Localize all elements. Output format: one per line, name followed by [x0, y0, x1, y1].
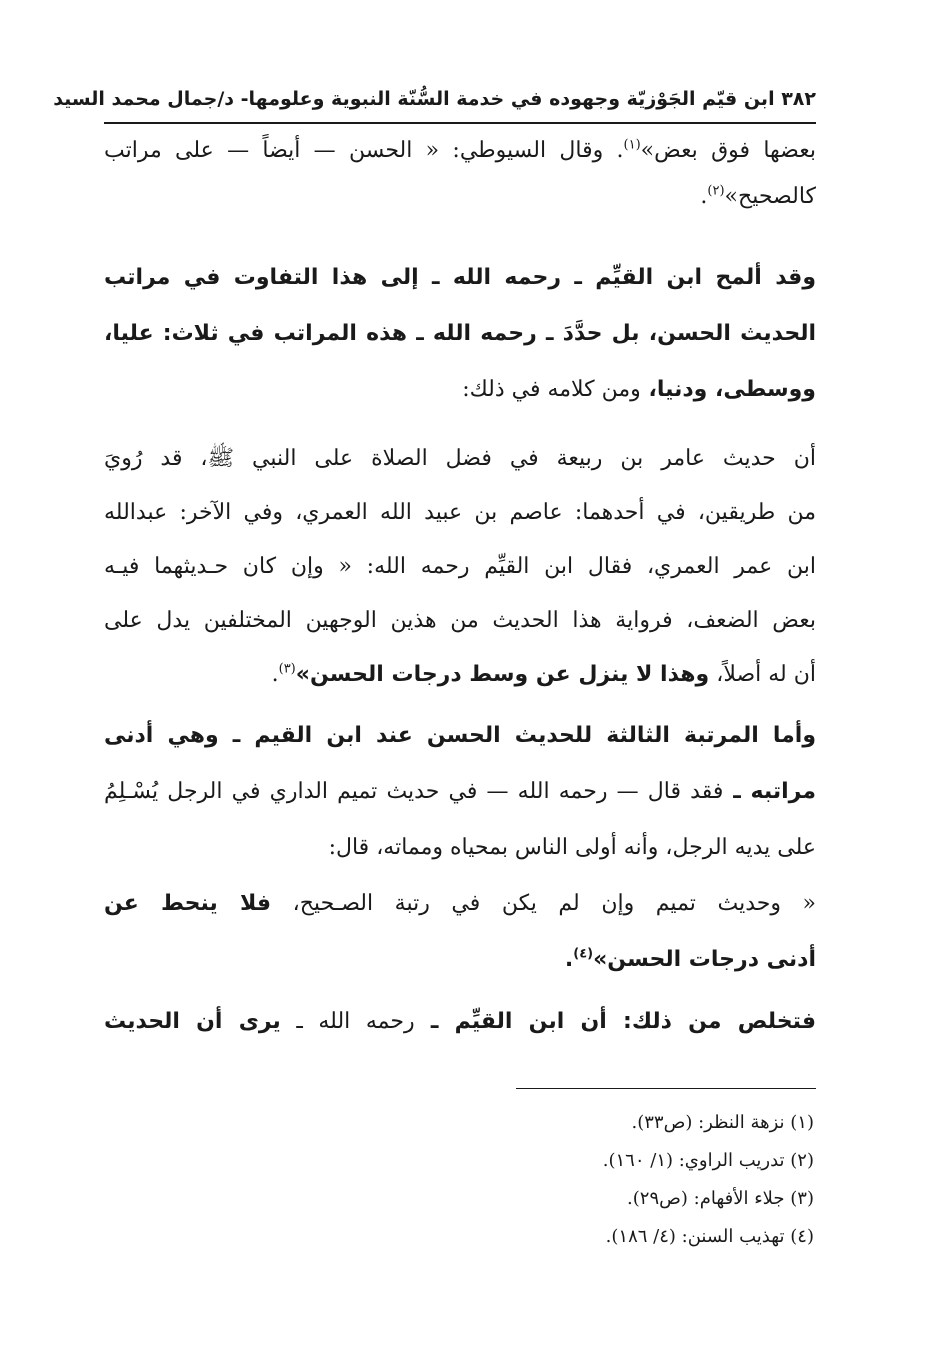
text-line	[104, 764, 816, 820]
text-line	[104, 648, 816, 702]
text-line: على يديه الرجل، وأنه أولى الناس بمحياه ومماته، قال:	[328, 835, 816, 860]
paragraph-tamim-quote	[104, 876, 816, 988]
text-line: بعض الضعف، فرواية هذا الحديث من هذين الوجهين المختلفين يدل على	[104, 608, 816, 633]
text-line: وأما المرتبة الثالثة للحديث الحسن عند ابن القيم ـ وهي أدنى	[104, 723, 816, 748]
footnote-item: (١) نزهة النظر: (ص٣٣).	[631, 1112, 814, 1133]
header-title: ٣٨٢ ابن قيّم الجَوْزيّة وجهوده في خدمة السُّنّة النبوية وعلومها- د/جمال محمد السيد	[53, 88, 816, 110]
text-line	[104, 876, 816, 932]
text-segment: .	[564, 947, 574, 972]
text-segment: رحمه الله ـ	[280, 1009, 415, 1034]
footnote-ref: (٣)	[278, 661, 296, 677]
text-segment: مراتبه ـ	[723, 779, 816, 804]
text-segment: وهذا لا ينزل عن وسط درجات الحسن»	[295, 662, 710, 687]
text-segment: أدنى درجات الحسن»	[593, 947, 816, 972]
text-line	[104, 994, 816, 1050]
text-line: ابن عمر العمري، فقال ابن القيِّم رحمه الله: « وإن كان حـديثهما فيـه	[104, 554, 816, 579]
text-line	[104, 128, 816, 174]
text-segment: أن له أصلاً،	[709, 662, 816, 687]
text-segment: فتخلص من ذلك: أن ابن القيِّم ـ	[414, 1009, 816, 1034]
footnote-ref: (٢)	[707, 183, 725, 199]
text-line: من طريقين، في أحدهما: عاصم بن عبيد الله العمري، وفي الآخر: عبدالله	[104, 500, 816, 525]
text-segment: .	[271, 662, 279, 687]
text-segment: فلا ينحط عن	[104, 891, 272, 916]
footnotes	[454, 1104, 814, 1256]
paragraph-amir-hadith	[104, 432, 816, 702]
paragraph-quote-continuation	[104, 128, 816, 220]
footnote-ref: (١)	[623, 137, 641, 153]
text-segment: كالصحيح»	[724, 184, 816, 209]
text-segment: ووسطى، ودنيا،	[640, 377, 816, 402]
footnote-item: (٣) جلاء الأفهام: (ص٢٩).	[627, 1188, 814, 1209]
footnote-item: (٤) تهذيب السنن: (٤/ ١٨٦).	[605, 1226, 814, 1247]
text-segment: « وحديث تميم وإن لم يكن في رتبة الصـحيح،	[271, 891, 816, 916]
text-segment: . وقال السيوطي: « الحسن — أيضاً — على مراتب	[104, 138, 624, 163]
text-segment: .	[700, 184, 708, 209]
paragraph-conclusion	[104, 994, 816, 1050]
footnote-item: (٢) تدريب الراوي: (١/ ١٦٠).	[602, 1150, 814, 1171]
text-segment: ومن كلامه في ذلك:	[462, 377, 641, 402]
paragraph-ranks-intro	[104, 250, 816, 418]
text-segment: يرى أن الحديث	[104, 1009, 281, 1034]
text-line	[104, 932, 816, 988]
text-segment: بعضها فوق بعض»	[640, 138, 816, 163]
running-header	[53, 84, 816, 124]
paragraph-third-rank	[104, 708, 816, 876]
text-line	[104, 174, 816, 220]
text-line: أن حديث عامر بن ربيعة في فضل الصلاة على النبي ﷺ، قد رُويَ	[104, 446, 816, 471]
text-segment: فقد قال — رحمه الله — في حديث تميم الداري في الرجل يُسْـلِمُ	[104, 779, 724, 804]
text-line: الحديث الحسن، بل حدَّدَ ـ رحمه الله ـ هذه المراتب في ثلاث: عليا،	[104, 321, 816, 346]
footnote-ref: (٤)	[573, 946, 594, 962]
text-line: وقد ألمح ابن القيِّم ـ رحمه الله ـ إلى هذا التفاوت في مراتب	[104, 265, 816, 290]
footnote-separator	[516, 1088, 816, 1089]
text-line	[104, 362, 816, 418]
